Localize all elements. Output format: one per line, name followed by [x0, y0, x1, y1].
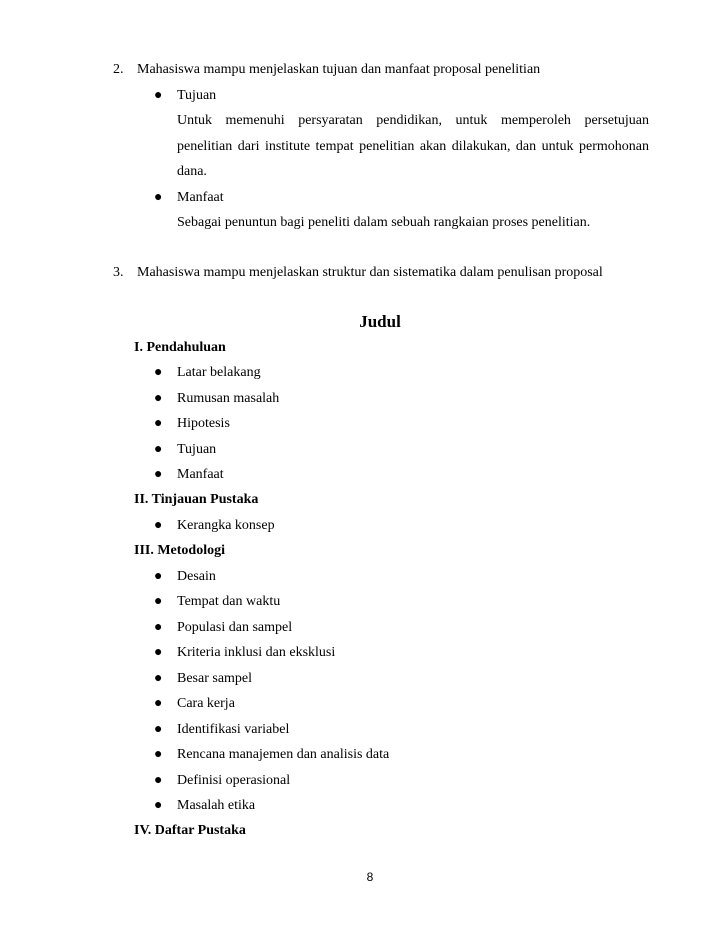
bullet-label-manfaat: Manfaat: [177, 190, 224, 205]
list-item: Hipotesis: [177, 416, 230, 431]
bullet-icon: ●: [154, 722, 163, 737]
bullet-icon: ●: [154, 416, 163, 431]
list-item: Latar belakang: [177, 365, 261, 380]
bullet-label-tujuan: Tujuan: [177, 88, 217, 103]
bullet-icon: ●: [154, 88, 163, 103]
bullet-icon: ●: [154, 518, 163, 533]
item-number: 2.: [113, 62, 124, 77]
list-item: Populasi dan sampel: [177, 620, 293, 635]
item-text: Mahasiswa mampu menjelaskan struktur dan sistematika dalam penulisan proposal: [137, 265, 603, 280]
item-number: 3.: [113, 265, 124, 280]
list-item: Cara kerja: [177, 696, 235, 711]
bullet-icon: ●: [154, 594, 163, 609]
item-text: Mahasiswa mampu menjelaskan tujuan dan manfaat proposal penelitian: [137, 62, 541, 77]
bullet-icon: ●: [154, 696, 163, 711]
bullet-icon: ●: [154, 467, 163, 482]
list-item: Kerangka konsep: [177, 518, 275, 533]
section-heading: III. Metodologi: [134, 543, 225, 558]
bullet-icon: ●: [154, 569, 163, 584]
list-item-2: [113, 61, 541, 79]
paragraph-line: Untuk memenuhi persyaratan pendidikan, untuk memperoleh persetujuan: [177, 113, 649, 128]
list-item-3: [113, 264, 603, 282]
list-item: Besar sampel: [177, 671, 253, 686]
bullet-icon: ●: [154, 747, 163, 762]
list-item: Masalah etika: [177, 798, 256, 813]
outline-title: Judul: [359, 312, 401, 331]
list-item: Tujuan: [177, 442, 217, 457]
bullet-icon: ●: [154, 798, 163, 813]
paragraph-line: dana.: [177, 164, 207, 179]
bullet-icon: ●: [154, 365, 163, 380]
bullet-icon: ●: [154, 620, 163, 635]
bullet-icon: ●: [154, 391, 163, 406]
bullet-icon: ●: [154, 645, 163, 660]
list-item: Desain: [177, 569, 216, 584]
bullet-icon: ●: [154, 190, 163, 205]
paragraph-line: Sebagai penuntun bagi peneliti dalam sebuah rangkaian proses penelitian.: [177, 215, 591, 230]
section-heading: IV. Daftar Pustaka: [134, 823, 246, 838]
list-item: Kriteria inklusi dan eksklusi: [177, 645, 336, 660]
list-item: Rencana manajemen dan analisis data: [177, 747, 390, 762]
bullet-icon: ●: [154, 671, 163, 686]
section-heading: II. Tinjauan Pustaka: [134, 492, 259, 507]
page-number: 8: [366, 870, 374, 884]
paragraph-line: penelitian dari institute tempat penelitian akan dilakukan, dan untuk permohonan: [177, 139, 649, 154]
list-item: Tempat dan waktu: [177, 594, 281, 609]
list-item: Manfaat: [177, 467, 224, 482]
bullet-icon: ●: [154, 773, 163, 788]
bullet-icon: ●: [154, 442, 163, 457]
list-item: Rumusan masalah: [177, 391, 280, 406]
list-item: Identifikasi variabel: [177, 722, 290, 737]
list-item: Definisi operasional: [177, 773, 291, 788]
section-heading: I. Pendahuluan: [134, 340, 226, 355]
